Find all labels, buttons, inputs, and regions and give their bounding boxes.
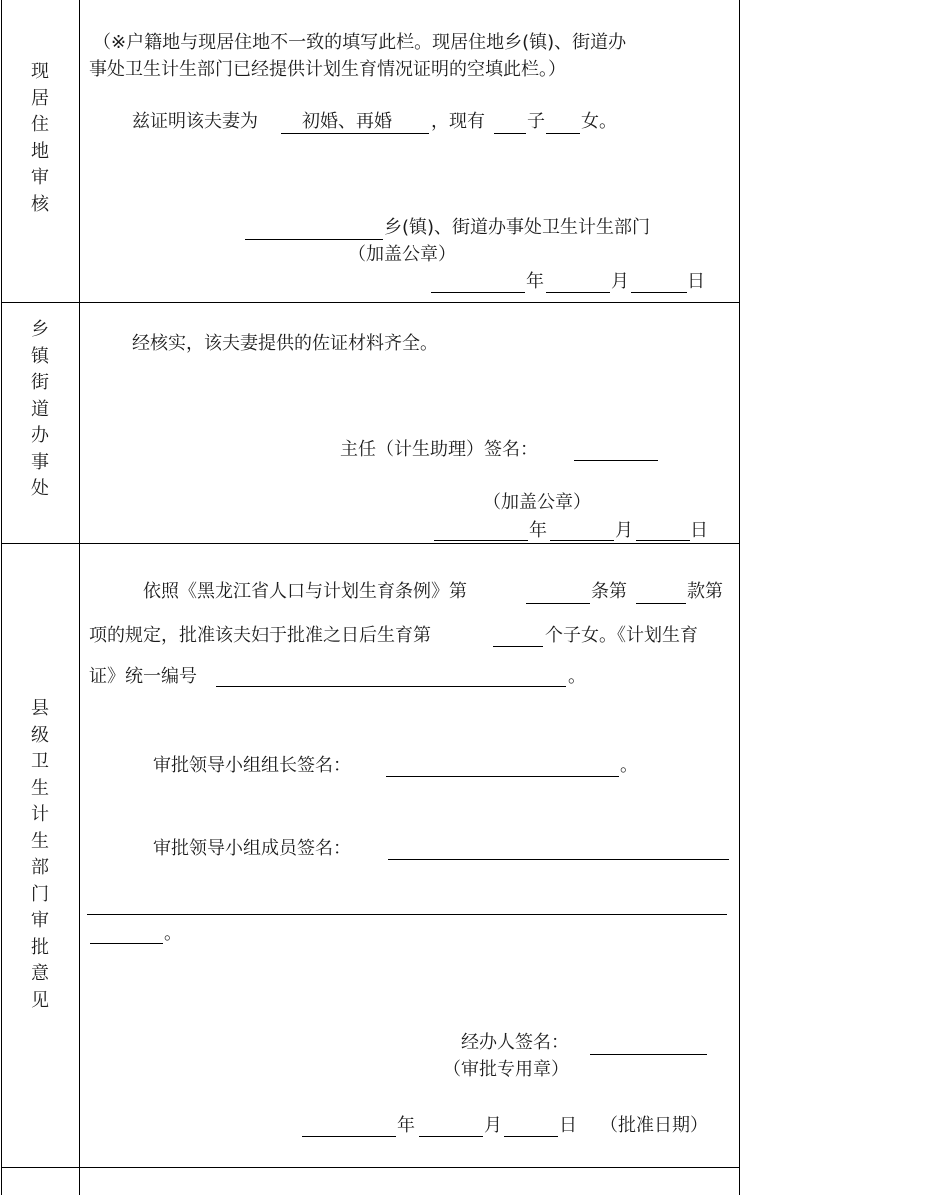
approval-line2-prefix: 项的规定，批准该夫妇于批准之日后生育第	[89, 625, 431, 646]
approval-line2-suffix: 个子女。《计划生育	[545, 625, 698, 646]
section2-label-char: 街	[31, 372, 49, 393]
section2-label-char: 镇	[31, 345, 49, 367]
verified-text: 经核实，该夫妻提供的佐证材料齐全。	[132, 333, 438, 354]
section1-month-label: 月	[611, 271, 629, 292]
article-number-field[interactable]	[526, 603, 590, 604]
cert-prefix: 兹证明该夫妻为	[132, 111, 258, 132]
section3-month-field[interactable]	[419, 1136, 483, 1137]
certificate-number-field[interactable]	[216, 686, 566, 687]
section2-label-char: 事	[31, 451, 49, 473]
leader-signature-field[interactable]	[386, 776, 619, 777]
section2-label-char: 乡	[31, 319, 49, 340]
section1-label	[25, 59, 55, 218]
section1-day-label: 日	[687, 271, 705, 292]
section1-label-char: 居	[31, 87, 49, 109]
section3-label-char: 卫	[31, 751, 49, 772]
child-order-field[interactable]	[493, 646, 543, 647]
section1-note-line1: （※户籍地与现居住地不一致的填写此栏。现居住地乡(镇)、街道办	[93, 32, 627, 53]
section3-label-char: 审	[31, 910, 49, 931]
section1-label-char: 地	[31, 140, 49, 162]
section2-label-char: 办	[31, 425, 49, 446]
row-divider-2	[1, 543, 740, 544]
table-column-divider	[79, 0, 80, 1195]
member-signature-field-end[interactable]	[90, 943, 163, 944]
section3-label-char: 计	[31, 804, 49, 825]
member-label: 审批领导小组成员签名：	[153, 838, 351, 859]
dept-text: 乡(镇)、街道办事处卫生计生部门	[384, 217, 651, 238]
dept-name-field[interactable]	[245, 239, 383, 240]
section2-year-label: 年	[529, 520, 547, 541]
approval-line3-suffix: 。	[568, 666, 586, 687]
approval-line1-kuan: 款第	[687, 581, 723, 602]
section3-seal-text: （审批专用章）	[443, 1059, 569, 1080]
director-signature-field[interactable]	[574, 460, 658, 461]
daughters-count-field[interactable]	[546, 133, 580, 134]
section1-label-char: 现	[31, 61, 49, 82]
section2-seal-text: （加盖公章）	[483, 492, 591, 513]
section1-label-char: 审	[31, 167, 49, 188]
approval-line1-tiao: 条第	[591, 581, 627, 602]
cert-zi: 子	[527, 111, 545, 132]
section3-year-field[interactable]	[302, 1136, 396, 1137]
cert-nv: 女。	[581, 111, 617, 132]
section1-label-char: 住	[31, 114, 49, 135]
member-signature-field-continued[interactable]	[87, 914, 727, 915]
sons-count-field[interactable]	[494, 133, 526, 134]
leader-label: 审批领导小组组长签名：	[153, 755, 351, 776]
row-divider-3	[1, 1167, 740, 1168]
approval-line3-prefix: 证》统一编号	[89, 666, 197, 687]
handler-label: 经办人签名：	[461, 1032, 569, 1053]
section3-label-char: 意	[31, 963, 49, 984]
table-right-border	[739, 0, 740, 1195]
cert-marriage-underline	[281, 133, 429, 134]
section1-month-field[interactable]	[546, 292, 610, 293]
section2-month-field[interactable]	[550, 540, 614, 541]
section2-day-field[interactable]	[636, 540, 690, 541]
section3-day-label: 日	[559, 1115, 577, 1136]
member-end: 。	[164, 923, 182, 944]
section3-label-char: 级	[31, 724, 49, 746]
section3-label-char: 生	[31, 830, 49, 852]
approval-date-note: （批准日期）	[600, 1115, 708, 1136]
section2-year-field[interactable]	[434, 540, 528, 541]
section2-label-char: 道	[31, 398, 49, 420]
section2-day-label: 日	[690, 520, 708, 541]
section1-note-line2: 事处卫生计生部门已经提供计划生育情况证明的空填此栏。）	[89, 59, 566, 80]
section1-seal-text: （加盖公章）	[348, 244, 456, 265]
director-label: 主任（计生助理）签名：	[340, 439, 538, 460]
section2-label-char: 处	[31, 478, 49, 499]
section3-year-label: 年	[397, 1115, 415, 1136]
section3-label-char: 批	[31, 936, 49, 958]
section2-month-label: 月	[615, 520, 633, 541]
section1-day-field[interactable]	[631, 292, 687, 293]
section3-label-char: 见	[31, 989, 49, 1011]
member-signature-field[interactable]	[388, 859, 729, 860]
handler-signature-field[interactable]	[590, 1054, 707, 1055]
clause-number-field[interactable]	[636, 603, 686, 604]
row-divider-1	[1, 302, 740, 303]
section1-year-field[interactable]	[431, 292, 525, 293]
section3-day-field[interactable]	[504, 1136, 558, 1137]
cert-marriage-value[interactable]: 初婚、再婚	[302, 111, 392, 132]
leader-suffix: 。	[620, 755, 638, 776]
section3-month-label: 月	[484, 1115, 502, 1136]
section3-label	[25, 696, 55, 1014]
section3-label-char: 县	[31, 698, 49, 719]
section3-label-char: 门	[31, 883, 49, 905]
section1-label-char: 核	[31, 193, 49, 215]
section2-label	[25, 317, 55, 503]
approval-line1-prefix: 依照《黑龙江省人口与计划生育条例》第	[143, 581, 467, 602]
section3-label-char: 生	[31, 777, 49, 799]
cert-mid: ，现有	[431, 111, 485, 132]
table-left-border	[1, 0, 2, 1195]
section3-label-char: 部	[31, 857, 49, 878]
section1-year-label: 年	[526, 271, 544, 292]
